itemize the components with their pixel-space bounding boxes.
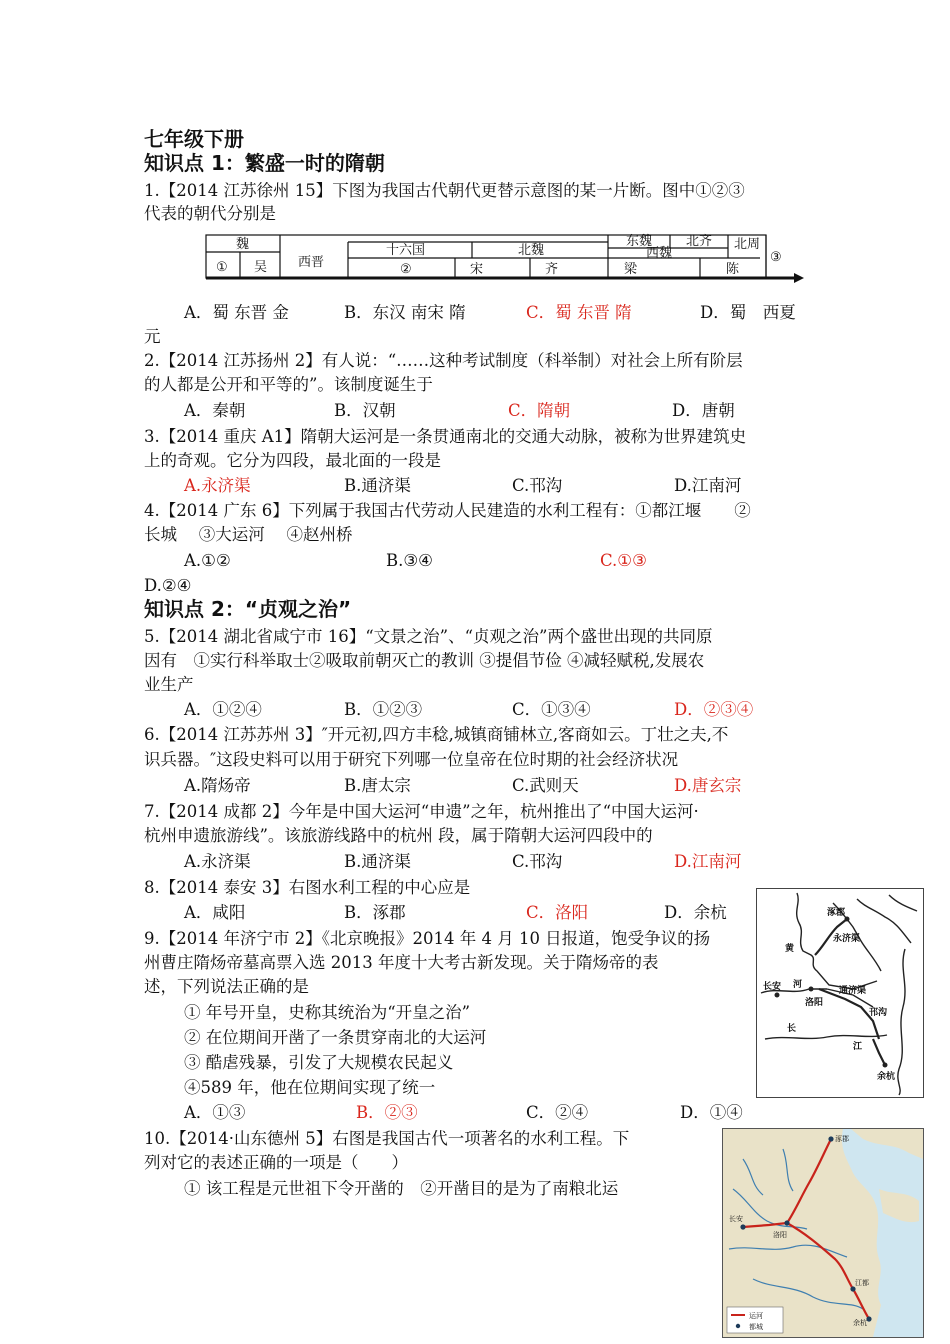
knowledge-point-1-title: 知识点 1：繁盛一时的隋朝 — [144, 151, 385, 175]
q8-option-b: B．涿郡 — [344, 903, 406, 922]
map2-legend-capital: 都城 — [749, 1323, 763, 1331]
q5-option-d: D．②③④ — [674, 700, 754, 719]
map2-changan: 长安 — [729, 1215, 743, 1223]
tl-song: 宋 — [470, 262, 484, 277]
q2-option-d: D．唐朝 — [672, 401, 735, 420]
q6-stem-line2: 识兵器。″这段史料可以用于研究下列哪一位皇帝在位时期的社会经济状况 — [144, 750, 679, 769]
q4-option-d: D.②④ — [144, 576, 192, 595]
q10-stem-line1: 10.【2014·山东德州 5】右图是我国古代一项著名的水利工程。下 — [144, 1129, 630, 1148]
q9-option-b: B．②③ — [356, 1103, 418, 1122]
grade-title: 七年级下册 — [144, 127, 244, 151]
tl-xijin: 西晋 — [298, 255, 325, 270]
q9-option-a: A．①③ — [184, 1103, 246, 1122]
q2-stem-line2: 的人都是公开和平等的”。该制度诞生于 — [144, 375, 433, 394]
tl-beiwei: 北魏 — [518, 243, 545, 258]
q2-option-c: C．隋朝 — [508, 401, 571, 420]
q7-stem-line1: 7.【2014 成都 2】今年是中国大运河“申遗”之年，杭州推出了“中国大运河· — [144, 802, 699, 821]
map1-chang: 长 — [787, 1024, 797, 1034]
map1-huang: 黄 — [785, 944, 795, 954]
q9-stem-line2: 州曹庄隋炀帝墓高票入选 2013 年度十大考古新发现。关于隋炀帝的表 — [144, 953, 659, 972]
tl-dongwei: 东魏 — [626, 234, 653, 249]
q9-item-4: ④589 年，他在位期间实现了统一 — [184, 1078, 436, 1097]
q5-stem-line1: 5.【2014 湖北省咸宁市 16】“文景之治”、“贞观之治”两个盛世出现的共同原 — [144, 627, 713, 646]
map1-yongjiqu: 永济渠 — [833, 934, 861, 944]
q2-option-a: A．秦朝 — [184, 401, 246, 420]
map1-changan: 长安 — [763, 982, 782, 992]
q3-option-d: D.江南河 — [674, 476, 742, 495]
map1-he: 河 — [793, 980, 803, 990]
q9-stem-line3: 述，下列说法正确的是 — [144, 977, 309, 996]
map2-luoyang: 洛阳 — [773, 1231, 787, 1239]
q1-option-c: C．蜀 东晋 隋 — [526, 303, 632, 322]
q9-option-c: C．②④ — [526, 1103, 589, 1122]
grand-canal-map-1 — [756, 888, 924, 1098]
q9-item-1: ① 年号开皇，史称其统治为“开皇之治” — [184, 1003, 471, 1022]
q1-stem-line1: 1.【2014 江苏徐州 15】下图为我国古代朝代更替示意图的某一片断。图中①②③ — [144, 181, 745, 200]
q7-option-b: B.通济渠 — [344, 852, 411, 871]
q4-stem-line2: 长城 ③大运河 ④赵州桥 — [144, 525, 353, 544]
tl-beiqi: 北齐 — [686, 234, 713, 249]
q7-option-a: A.永济渠 — [184, 852, 251, 871]
q2-stem-line1: 2.【2014 江苏扬州 2】有人说：“……这种考试制度（科举制）对社会上所有阶层 — [144, 351, 743, 370]
tl-wei: 魏 — [236, 237, 250, 252]
tl-qi: 齐 — [545, 262, 559, 277]
q8-stem-line1: 8.【2014 泰安 3】右图水利工程的中心应是 — [144, 878, 471, 897]
q7-option-c: C.邗沟 — [512, 852, 563, 871]
q6-option-c: C.武则天 — [512, 776, 579, 795]
q6-option-b: B.唐太宗 — [344, 776, 411, 795]
q3-stem-line2: 上的奇观。它分为四段，最北面的一段是 — [144, 451, 441, 470]
map1-tongjiqu: 通济渠 — [839, 986, 867, 996]
q10-stem-line2: 列对它的表述正确的一项是（ ） — [144, 1153, 408, 1172]
q5-stem-line3: 业生产 — [144, 675, 194, 694]
q9-stem-line1: 9.【2014 年济宁市 2】《北京晚报》2014 年 4 月 10 日报道，饱受争议的扬 — [144, 929, 711, 948]
map1-jiang: 江 — [853, 1042, 863, 1052]
q4-stem-line1: 4.【2014 广东 6】下列属于我国古代劳动人民建造的水利工程有：①都江堰 ② — [144, 501, 751, 520]
q8-option-a: A．咸阳 — [184, 903, 246, 922]
q9-item-3: ③ 酷虐残暴，引发了大规模农民起义 — [184, 1053, 454, 1072]
q5-option-c: C．①③④ — [512, 700, 591, 719]
map2-legend-canal: 运河 — [749, 1312, 763, 1320]
q5-stem-line2: 因有 ①实行科举取士②吸取前朝灭亡的教训 ③提倡节俭 ④减轻赋税,发展农 — [144, 651, 705, 670]
dynasty-timeline — [200, 230, 805, 286]
tl-liang: 梁 — [624, 262, 638, 277]
tl-circle3: ③ — [770, 250, 782, 265]
q7-stem-line2: 杭州申遗旅游线”。该旅游线路中的杭州 段，属于隋朝大运河四段中的 — [144, 826, 653, 845]
tl-chen: 陈 — [726, 262, 740, 277]
map2-yuhang: 余杭 — [853, 1319, 867, 1327]
q6-option-a: A.隋炀帝 — [184, 776, 251, 795]
q3-stem-line1: 3.【2014 重庆 A1】隋朝大运河是一条贯通南北的交通大动脉，被称为世界建筑史 — [144, 427, 747, 446]
q8-option-d: D．余杭 — [664, 903, 727, 922]
map1-yuhang: 余杭 — [877, 1072, 896, 1082]
map1-zhuojun: 涿郡 — [827, 908, 846, 918]
q9-option-d: D．①④ — [680, 1103, 743, 1122]
tl-beizhou: 北周 — [734, 237, 761, 252]
q5-option-a: A．①②④ — [184, 700, 262, 719]
q3-option-c: C.邗沟 — [512, 476, 563, 495]
q1-option-b: B．东汉 南宋 隋 — [344, 303, 466, 322]
tl-circle2: ② — [400, 262, 412, 277]
q4-option-a: A.①② — [184, 551, 231, 570]
q5-option-b: B．①②③ — [344, 700, 423, 719]
q3-option-a: A.永济渠 — [184, 476, 251, 495]
q1-option-a: A．蜀 东晋 金 — [184, 303, 289, 322]
map1-hangou: 邗沟 — [869, 1008, 888, 1018]
q8-option-c: C．洛阳 — [526, 903, 589, 922]
q3-option-b: B.通济渠 — [344, 476, 411, 495]
q10-items: ① 该工程是元世祖下令开凿的 ②开凿目的是为了南粮北运 — [184, 1179, 619, 1198]
tl-wu: 吴 — [254, 260, 268, 275]
knowledge-point-2-title: 知识点 2：“贞观之治” — [144, 597, 352, 621]
q2-option-b: B．汉朝 — [334, 401, 396, 420]
q1-stem-line2: 代表的朝代分别是 — [144, 204, 276, 223]
map2-zhuojun: 涿郡 — [835, 1135, 849, 1143]
q6-option-d: D.唐玄宗 — [674, 776, 742, 795]
q9-item-2: ② 在位期间开凿了一条贯穿南北的大运河 — [184, 1028, 487, 1047]
tl-xiwei: 西魏 — [646, 246, 673, 261]
q7-option-d: D.江南河 — [674, 852, 742, 871]
map2-jiangdu: 江都 — [855, 1279, 869, 1287]
q1-option-d: D．蜀 西夏 — [700, 303, 796, 322]
q4-option-b: B.③④ — [386, 551, 433, 570]
tl-shiliuguo: 十六国 — [386, 243, 426, 258]
tl-circle1: ① — [216, 260, 228, 275]
grand-canal-map-2 — [722, 1128, 924, 1338]
map1-luoyang: 洛阳 — [805, 998, 824, 1008]
q1-option-tail: 元 — [144, 327, 161, 346]
q4-option-c: C.①③ — [600, 551, 647, 570]
q6-stem-line1: 6.【2014 江苏苏州 3】″开元初,四方丰稔,城镇商铺林立,客商如云。丁壮之夫,不 — [144, 725, 729, 744]
